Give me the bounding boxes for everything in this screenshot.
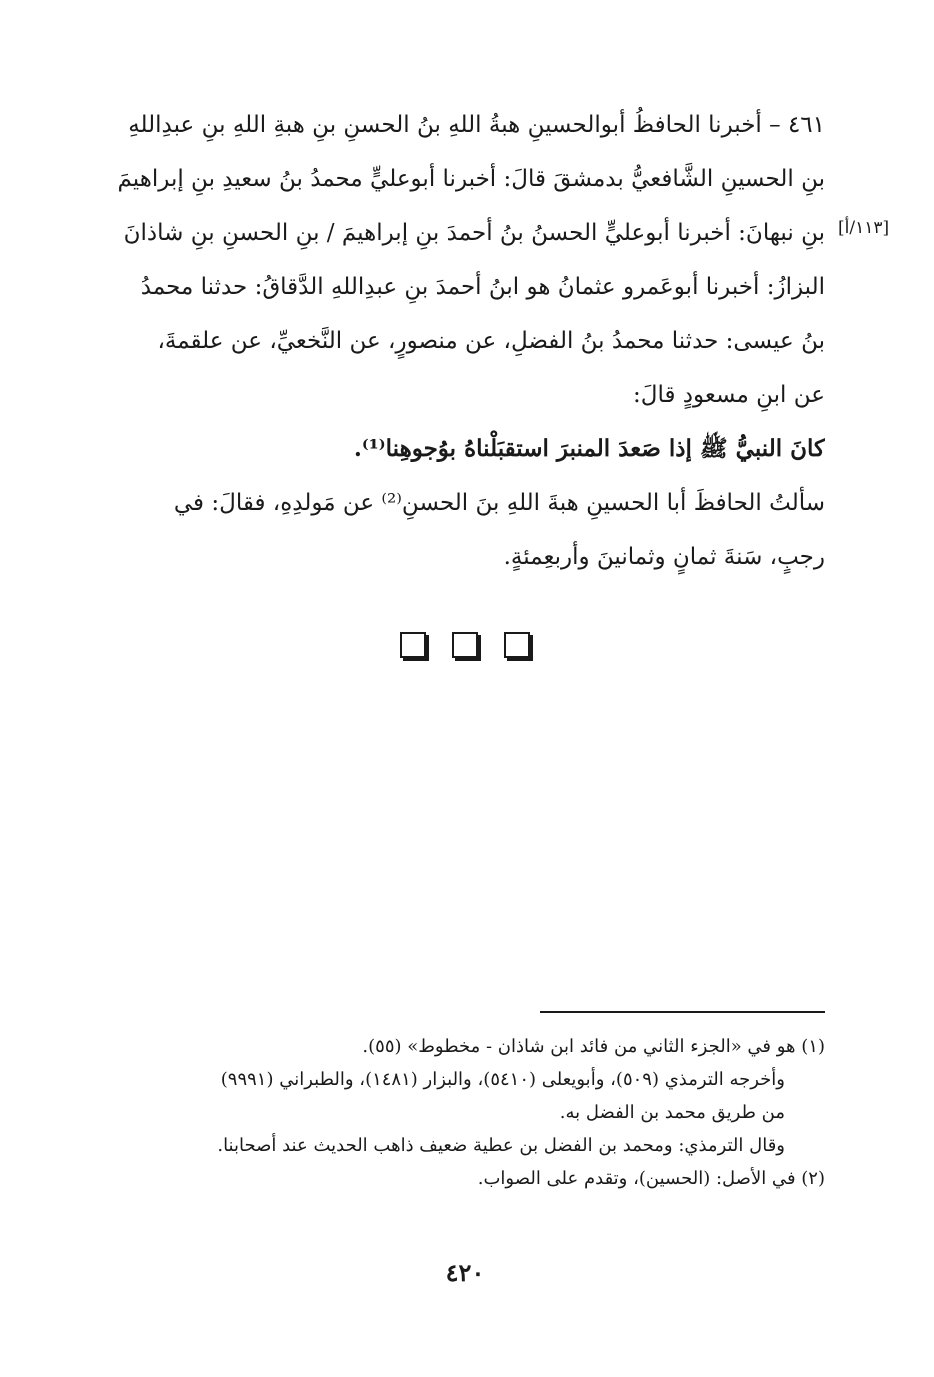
text-line-1: ٤٦١ – أخبرنا الحافظُ أبوالحسينِ هبةُ اللهِ بنُ الحسنِ بنِ هبةِ اللهِ بنِ عبدِاللهِ <box>128 112 825 138</box>
text-line-6: عن ابنِ مسعودٍ قالَ: <box>633 382 825 408</box>
footnote-1: (١) هو في «الجزء الثاني من فائد ابن شاذان - مخطوط» (٥٥). <box>362 1036 825 1057</box>
separator-box-icon <box>400 632 426 658</box>
main-text <box>110 98 825 584</box>
text-line-2: بنِ الحسينِ الشَّافعيُّ بدمشقَ قالَ: أخبرنا أبوعليٍّ محمدُ بنُ سعيدِ بنِ إبراهيمَ <box>117 166 825 192</box>
margin-folio-note: [١١٣/أ] <box>838 218 890 238</box>
page-number: ٤٢٠ <box>445 1258 485 1287</box>
footnote-1-cont: وقال الترمذي: ومحمد بن الفضل بن عطية ضعيف ذاهب الحديث عند أصحابنا. <box>217 1135 785 1156</box>
footnotes <box>110 1030 825 1195</box>
text-line-3: بنِ نبهانَ: أخبرنا أبوعليٍّ الحسنُ بنُ أحمدَ بنِ إبراهيمَ / بنِ الحسنِ بنِ شاذانَ <box>123 220 825 246</box>
hadith-text: كانَ النبيُّ ﷺ إذا صَعدَ المنبرَ استقبَلْناهُ بوُجوهِنا⁽¹⁾. <box>353 435 825 462</box>
footnote-divider <box>540 1011 825 1013</box>
section-separator <box>400 632 530 662</box>
separator-box-icon <box>504 632 530 658</box>
footnote-1-cont: من طريق محمد بن الفضل به. <box>559 1102 785 1123</box>
footnote-1-cont: وأخرجه الترمذي (٥٠٩)، وأبويعلى (٥٤١٠)، والبزار (١٤٨١)، والطبراني (٩٩٩١) <box>220 1069 785 1090</box>
separator-box-icon <box>452 632 478 658</box>
text-line-8: سألتُ الحافظَ أبا الحسينِ هبةَ اللهِ بنَ الحسنِ⁽²⁾ عن مَولدِهِ، فقالَ: في <box>173 490 825 516</box>
text-line-5: بنُ عيسى: حدثنا محمدُ بنُ الفضلِ، عن منصورٍ، عن النَّخعيِّ، عن علقمةَ، <box>157 328 825 354</box>
text-line-4: البزازُ: أخبرنا أبوعَمرو عثمانُ هو ابنُ أحمدَ بنِ عبدِاللهِ الدَّقاقُ: حدثنا محمدُ <box>140 274 825 300</box>
text-line-9: رجبٍ، سَنةَ ثمانٍ وثمانينَ وأربعِمئةٍ. <box>503 544 825 570</box>
footnote-2: (٢) في الأصل: (الحسين)، وتقدم على الصواب. <box>477 1168 825 1189</box>
